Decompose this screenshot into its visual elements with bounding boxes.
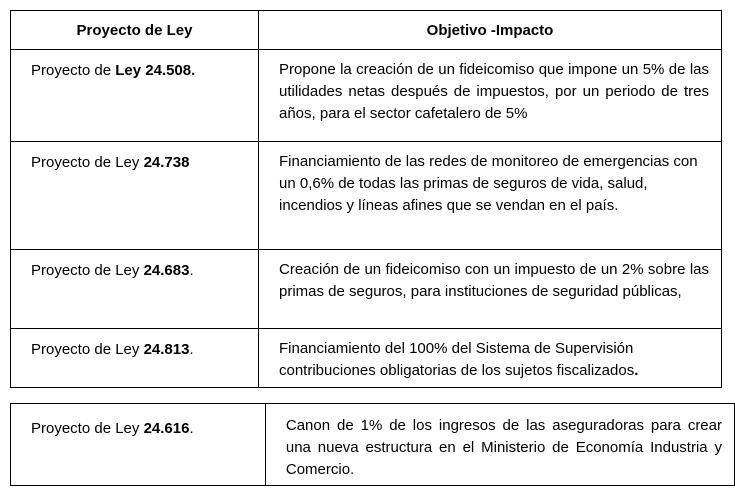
objective-cell: Creación de un fideicomiso con un impuesto de un 2% sobre las primas de seguros, para instituciones de seguridad públicas, [259,250,722,329]
bill-number: 24.616 [143,420,190,437]
bill-suffix: . [189,262,194,279]
objective-cell [259,329,722,388]
bill-number: 24.738 [143,154,190,171]
bill-cell [11,142,259,250]
table-row [11,404,735,486]
table-row [11,250,722,329]
bill-number: Ley 24.508. [115,62,196,79]
bill-cell [11,250,259,329]
table-row [11,329,722,388]
objective-text: Financiamiento del 100% del Sistema de Supervisión contribuciones obligatorias de los sujetos fiscalizados [279,340,635,379]
bill-prefix: Proyecto de Ley [31,341,144,358]
table-row [11,142,722,250]
table-header-row [11,11,722,50]
header-bill: Proyecto de Ley [11,11,259,50]
bills-table [10,10,722,388]
bill-prefix: Proyecto de [31,62,116,79]
objective-cell: Canon de 1% de los ingresos de las aseguradoras para crear una nueva estructura en el Ministerio de Economía Industria y Comercio. [265,404,734,486]
objective-cell: Propone la creación de un fideicomiso que impone un 5% de las utilidades netas después de impuestos, por un periodo de tres años, para el sector cafetalero de 5% [259,50,722,142]
bill-number: 24.683 [143,262,190,279]
bill-cell [11,404,266,486]
bill-cell [11,329,259,388]
objective-cell: Financiamiento de las redes de monitoreo de emergencias con un 0,6% de todas las primas de seguros de vida, salud, incendios y líneas afines que se vendan en el país. [259,142,722,250]
objective-end: . [634,362,639,379]
bill-prefix: Proyecto de Ley [31,154,144,171]
bill-cell [11,50,259,142]
bill-suffix: . [189,341,194,358]
bill-number: 24.813 [143,341,190,358]
header-objective: Objetivo -Impacto [259,11,722,50]
bill-prefix: Proyecto de Ley [31,262,144,279]
bill-prefix: Proyecto de Ley [31,420,144,437]
bill-suffix: . [189,420,194,437]
bills-table-continued [10,403,735,486]
table-row [11,50,722,142]
